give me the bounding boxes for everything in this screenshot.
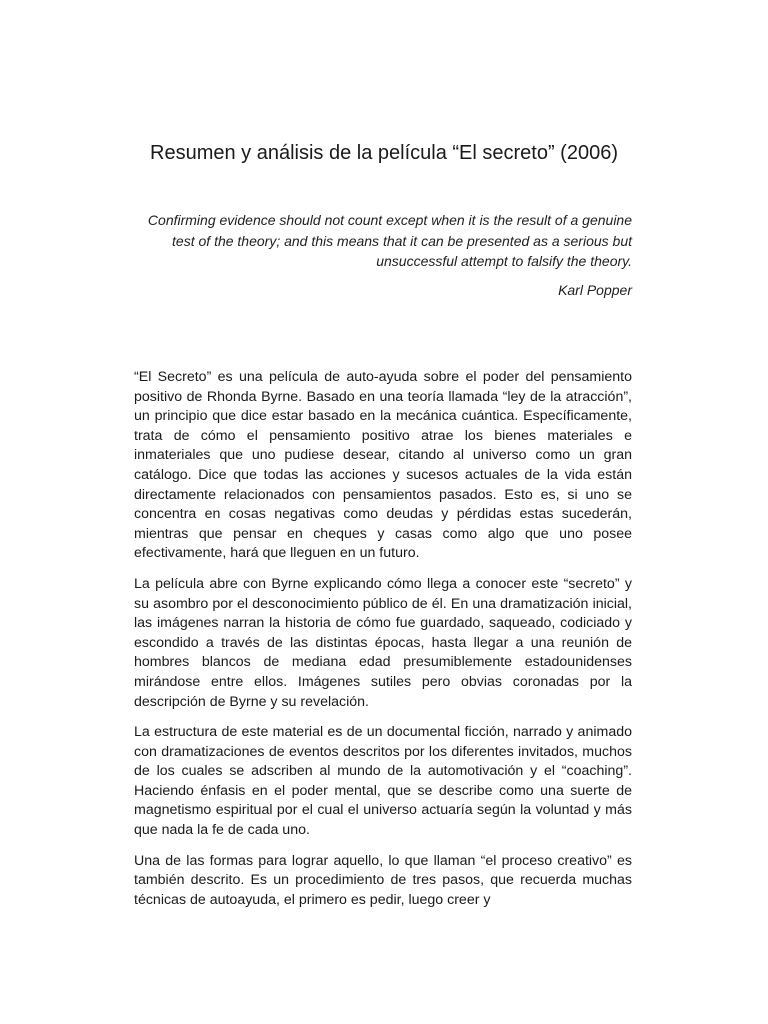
body-paragraph-1: “El Secreto” es una película de auto-ayuda sobre el poder del pensamiento positivo de Rhonda Byrne. Basado en una teoría llamada “ley de la atracción”, un principio que dice estar basado en la mecánica cuántica. Específicamente, trata de cómo el pensamiento positivo atrae los bienes materiales e inmateriales que uno pudiese desear, citando al universo como un gran catálogo. Dice que todas las acciones y sucesos actuales de la vida están directamente relacionados con pensamientos pasados. Esto es, si uno se concentra en cosas negativas como deudas y pérdidas estas sucederán, mientras que pensar en cheques y casas como algo que uno posee efectivamente, hará que lleguen en un futuro. [134, 369, 632, 562]
body-paragraph-3: La estructura de este material es de un documental ficción, narrado y animado con dramatizaciones de eventos descritos por los diferentes invitados, muchos de los cuales se adscriben al mundo de la automotivación y el “coaching”. Haciendo énfasis en el poder mental, que se describe como una suerte de magnetismo espiritual por el cual el universo actuaría según la voluntad y más que nada la fe de cada uno. [134, 724, 632, 839]
document-body [134, 368, 632, 921]
epigraph-author: Karl Popper [558, 282, 632, 298]
body-paragraph-4: Una de las formas para lograr aquello, lo que llaman “el proceso creativo” es también descrito. Es un procedimiento de tres pasos, que recuerda muchas técnicas de autoayuda, el primero es pedir, luego creer y [134, 852, 632, 908]
document-title: Resumen y análisis de la película “El secreto” (2006) [150, 142, 618, 164]
body-paragraph-2: La película abre con Byrne explicando cómo llega a conocer este “secreto” y su asombro por el desconocimiento público de él. En una dramatización inicial, las imágenes narran la historia de cómo fue guardado, saqueado, codiciado y escondido a través de las distintas épocas, hasta llegar a una reunión de hombres blancos de mediana edad presumiblemente estadounidenses mirándose entre ellos. Imágenes sutiles pero obvias coronadas por la descripción de Byrne y su revelación. [134, 575, 632, 710]
epigraph-quote: Confirming evidence should not count except when it is the result of a genuine test of the theory; and this means that it can be presented as a serious but unsuccessful attempt to falsify the theory. [147, 212, 632, 269]
